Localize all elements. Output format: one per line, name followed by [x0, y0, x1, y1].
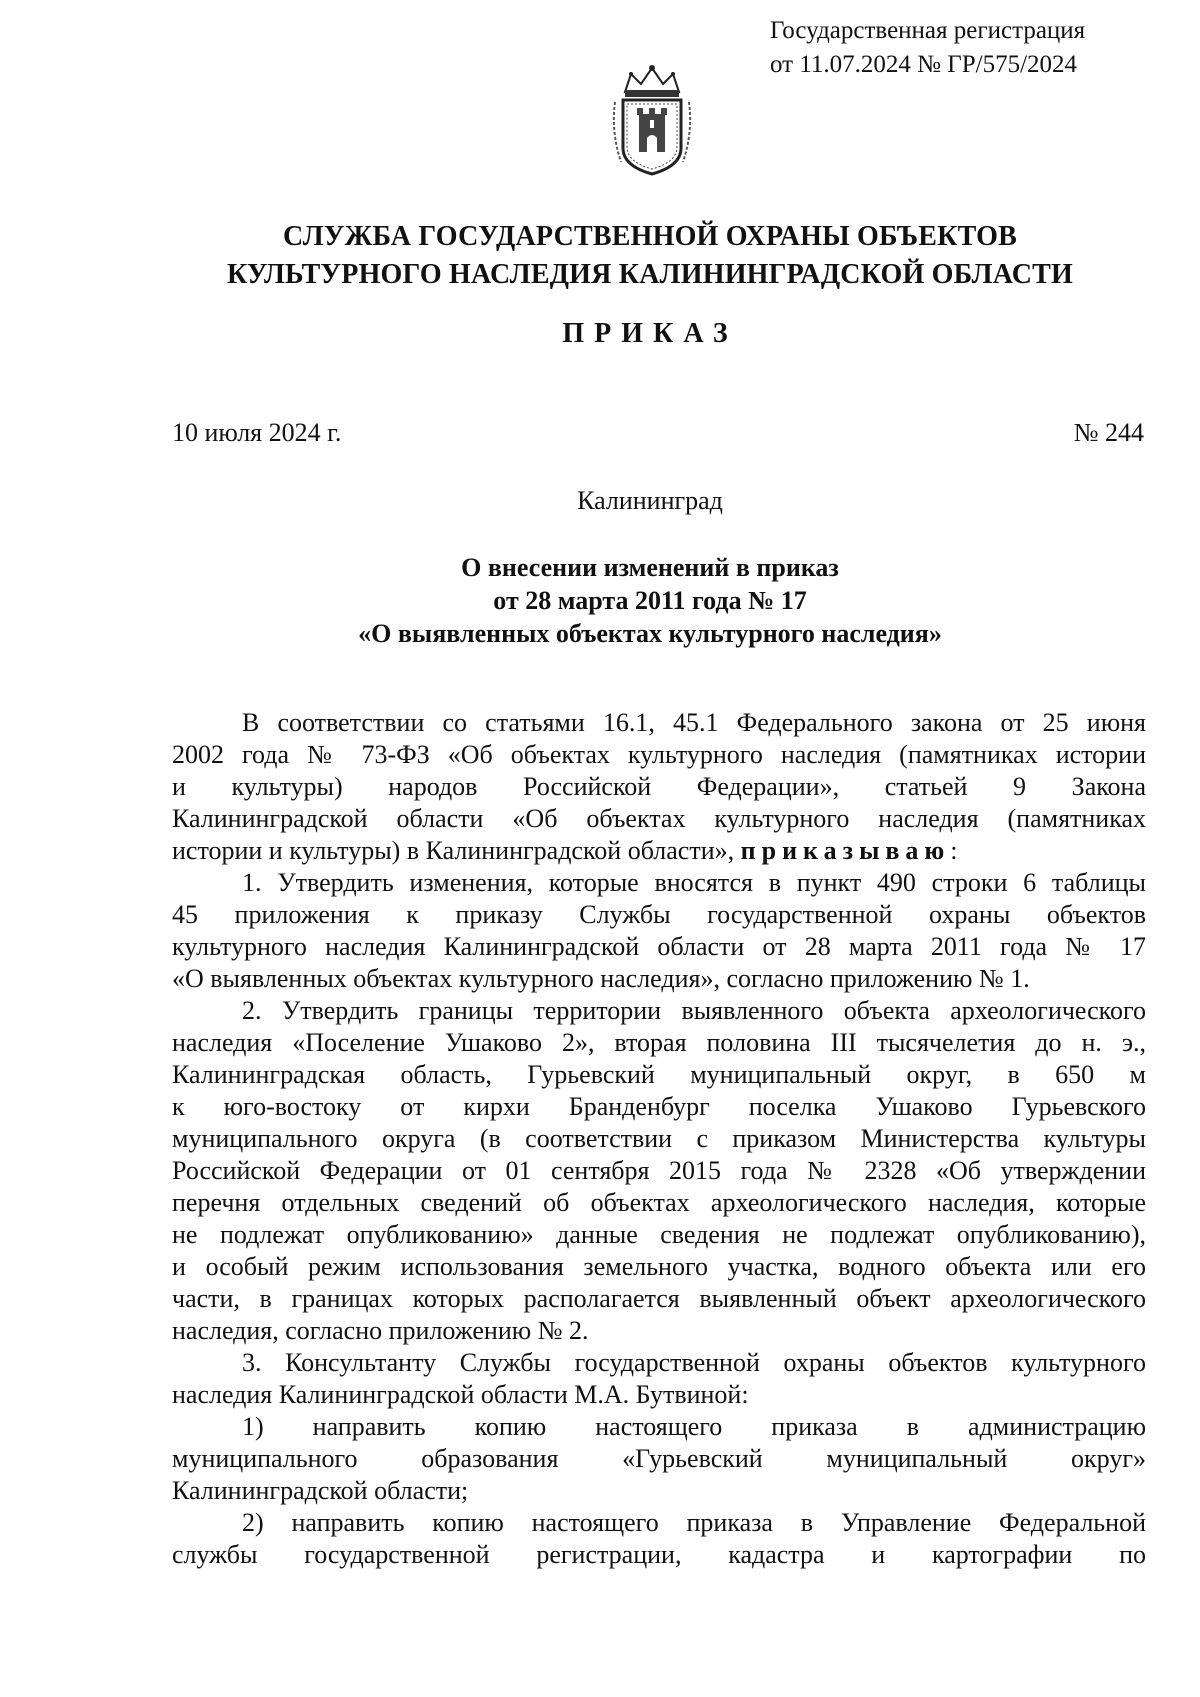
document-subject — [150, 551, 1150, 650]
order-word: приказываю — [740, 836, 951, 865]
document-body — [172, 707, 1146, 1571]
item-2-line: Российской Федерации от 01 сентября 2015 года № 2328 «Об утверждении — [172, 1156, 1146, 1185]
item-1-line: культурного наследия Калининградской области от 28 марта 2011 года № 17 — [172, 932, 1146, 961]
body-text: истории и культуры) в Калининградской области», — [172, 836, 741, 865]
item-2-line: 2. Утвердить границы территории выявленного объекта археологического — [242, 996, 1146, 1025]
item-2-line: к юго-востоку от кирхи Бранденбург поселка Ушаково Гурьевского — [172, 1092, 1146, 1121]
document-type: ПРИКАЗ — [562, 318, 738, 349]
registration-line-1: Государственная регистрация — [770, 17, 1086, 44]
item-3-2-line: 2) направить копию настоящего приказа в Управление Федеральной — [242, 1508, 1146, 1537]
item-2-line: наследия «Поселение Ушаково 2», вторая половина III тысячелетия до н. э., — [172, 1028, 1146, 1057]
organization-name — [150, 218, 1150, 294]
registration-line-2: от 11.07.2024 № ГР/575/2024 — [770, 51, 1078, 78]
item-1-line: 1. Утвердить изменения, которые вносятся в пункт 490 строки 6 таблицы — [242, 868, 1146, 897]
item-2-line: и особый режим использования земельного участка, водного объекта или его — [172, 1252, 1146, 1281]
item-2-line: части, в границах которых располагается выявленный объект археологического — [172, 1284, 1146, 1313]
item-2-line: перечня отдельных сведений об объектах археологического наследия, которые — [172, 1188, 1146, 1217]
document-city: Калининград — [577, 486, 723, 515]
document-number: № 244 — [1073, 418, 1144, 447]
item-3-1-line: Калининградской области; — [172, 1476, 469, 1505]
item-3-1-line: муниципального образования «Гурьевский муниципальный округ» — [172, 1444, 1146, 1473]
subject-line-3: «О выявленных объектах культурного наследия» — [358, 619, 942, 648]
organization-line-1: СЛУЖБА ГОСУДАРСТВЕННОЙ ОХРАНЫ ОБЪЕКТОВ — [283, 221, 1017, 252]
body-line: Калининградской области «Об объектах культурного наследия (памятниках — [172, 804, 1146, 833]
body-line: 2002 года № 73-ФЗ «Об объектах культурного наследия (памятниках истории — [172, 740, 1146, 769]
coat-of-arms-icon — [611, 62, 693, 180]
document-date: 10 июля 2024 г. — [172, 418, 342, 447]
item-2-line: Калининградская область, Гурьевский муниципальный округ, в 650 м — [172, 1060, 1146, 1089]
subject-line-1: О внесении изменений в приказ — [461, 553, 839, 582]
item-2-line: не подлежат опубликованию» данные сведения не подлежат опубликованию), — [172, 1220, 1146, 1249]
body-line: В соответствии со статьями 16.1, 45.1 Федерального закона от 25 июня — [242, 708, 1146, 737]
order-colon: : — [950, 836, 958, 865]
body-line — [172, 835, 1146, 867]
item-3-line: 3. Консультанту Службы государственной охраны объектов культурного — [242, 1348, 1146, 1377]
item-1-line: 45 приложения к приказу Службы государственной охраны объектов — [172, 900, 1146, 929]
registration-stamp — [770, 14, 1085, 82]
item-3-2-line: службы государственной регистрации, кадастра и картографии по — [172, 1540, 1146, 1569]
item-2-line: муниципального округа (в соответствии с приказом Министерства культуры — [172, 1124, 1146, 1153]
organization-line-2: КУЛЬТУРНОГО НАСЛЕДИЯ КАЛИНИНГРАДСКОЙ ОБЛАСТИ — [226, 259, 1074, 290]
item-3-1-line: 1) направить копию настоящего приказа в администрацию — [242, 1412, 1146, 1441]
item-3-line: наследия Калининградской области М.А. Бутвиной: — [172, 1380, 749, 1409]
subject-line-2: от 28 марта 2011 года № 17 — [493, 586, 807, 615]
item-2-line: наследия, согласно приложению № 2. — [172, 1316, 589, 1345]
item-1-line: «О выявленных объектах культурного наследия», согласно приложению № 1. — [172, 964, 1030, 993]
body-line: и культуры) народов Российской Федерации», статьей 9 Закона — [172, 772, 1146, 801]
